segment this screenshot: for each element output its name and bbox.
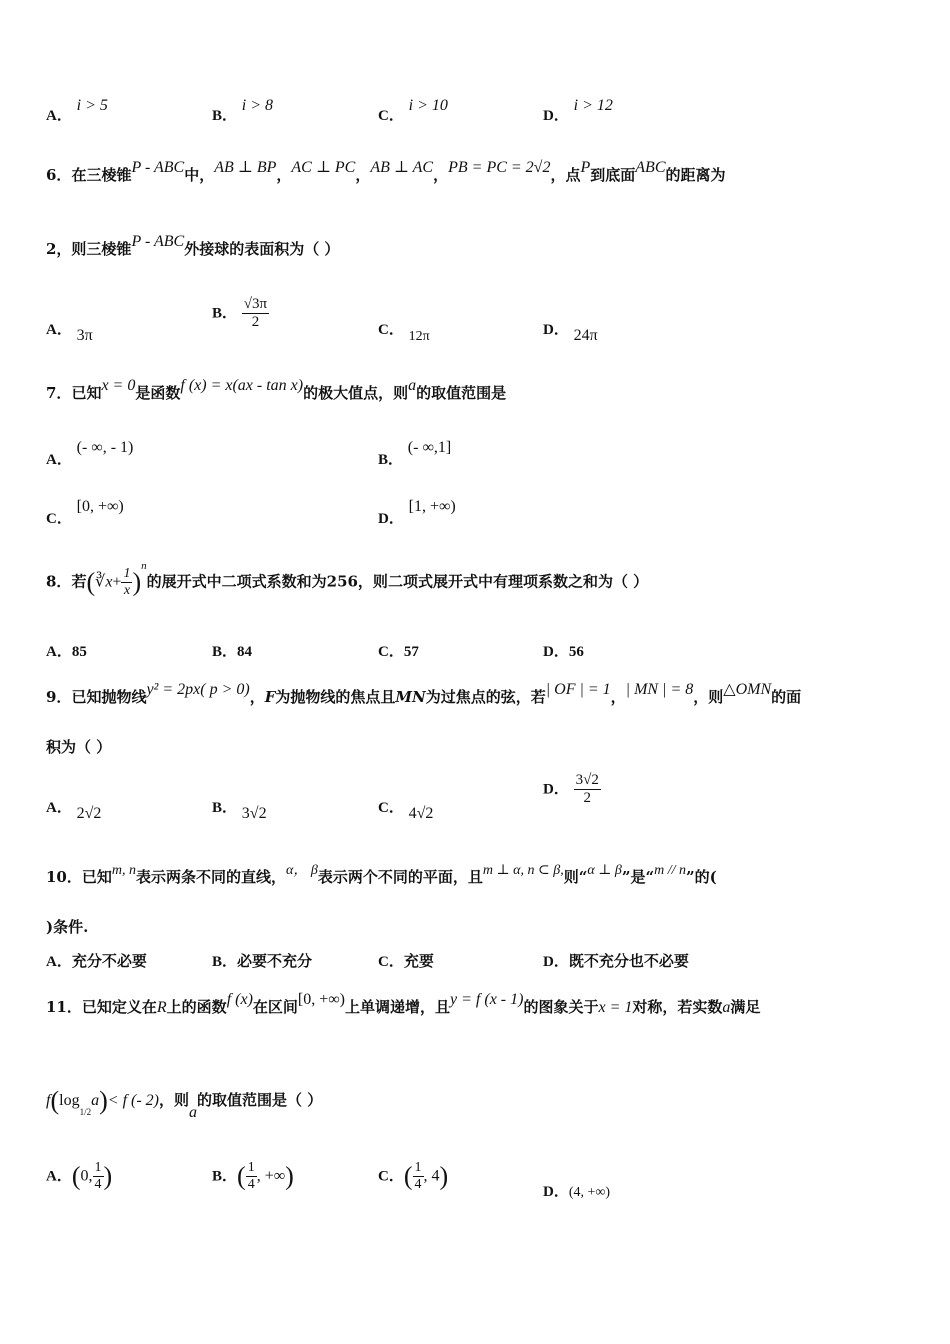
q5-option-d: D． i > 12 <box>543 97 613 124</box>
question-11-line-2: $f(\log_{1/2}a)< f$ (- 2)，则a的取值范围是（ ） <box>46 1086 323 1121</box>
q6-option-a: A． 3π <box>46 322 93 344</box>
q9-option-d: D． $\frac{3√2}{2}$ <box>543 772 599 806</box>
q11-option-c: C．( $\frac{1}{4}$ , 4) <box>378 1160 449 1192</box>
question-9-line-1: 9．已知抛物线y² = 2px( p > 0)，F为抛物线的焦点且MN为过焦点的弦，若| OF | = 1，| MN | = 8，则△OMN的面 <box>46 681 802 706</box>
q9-option-a: A． 2√2 <box>46 800 102 822</box>
q7-option-a: A． (- ∞, - 1) <box>46 439 134 468</box>
q7-option-c: C． [0, +∞) <box>46 498 124 527</box>
q8-option-a: A．85 <box>46 644 87 660</box>
question-11-line-1: 11．已知定义在R上的函数f (x)在区间[0, +∞)上单调递增，且y = f (x - 1)的图象关于x = 1对称，若实数a满足 <box>46 991 761 1016</box>
fraction: $\frac{1}{4}$ <box>247 1160 255 1192</box>
q8-option-d: D．56 <box>543 644 584 660</box>
q11-option-a: A．(0, $\frac{1}{4}$ ) <box>46 1160 113 1192</box>
q10-option-b: B．必要不充分 <box>212 952 313 970</box>
q6-option-d: D． 24π <box>543 322 598 344</box>
q6-option-b: B． $\frac{√3\pi}{2}$ <box>212 296 268 330</box>
fraction: $\frac{√3\pi}{2}$ <box>243 296 268 330</box>
question-10-line-1: 10．已知m, n表示两条不同的直线，α， β表示两个不同的平面，且m ⊥ α, n ⊂ β,则“α ⊥ β”是“m // n”的( <box>46 863 717 886</box>
q10-option-c: C．充要 <box>378 952 434 970</box>
fraction: $\frac{1}{x}$ <box>123 566 131 598</box>
q5-option-b: B． i > 8 <box>212 97 274 124</box>
q10-option-a: A．充分不必要 <box>46 952 147 970</box>
q10-option-d: D．既不充分也不必要 <box>543 952 689 970</box>
q5-option-a: A． i > 5 <box>46 97 108 124</box>
question-7-line-1: 7．已知x = 0是函数f (x) = x(ax - tan x)的极大值点，则a的取值范围是 <box>46 377 507 402</box>
q9-option-c: C． 4√2 <box>378 800 434 822</box>
q11-option-b: B．( $\frac{1}{4}$ , +∞) <box>212 1160 294 1192</box>
q9-option-b: B． 3√2 <box>212 800 267 822</box>
question-6-line-2: 2，则三棱锥P - ABC外接球的表面积为（ ） <box>46 233 340 258</box>
question-8-line-1: 8．若(∛x+ $\frac{1}{x}$ )$^n$的展开式中二项式系数和为256，则二项式展开式中有理项系数之和为（ ） <box>46 559 649 598</box>
fraction: $\frac{1}{4}$ <box>94 1160 102 1192</box>
q7-option-d: D． [1, +∞) <box>378 498 456 527</box>
question-10-line-2: )条件. <box>46 918 89 936</box>
question-6-line-1: 6．在三棱锥P - ABC中，AB ⊥ BP，AC ⊥ PC，AB ⊥ AC，PB = PC = 2√2，点P到底面ABC的距离为 <box>46 159 726 184</box>
q6-option-c: C． 12π <box>378 322 430 344</box>
q5-option-c: C． i > 10 <box>378 97 448 124</box>
fraction: $\frac{1}{4}$ <box>414 1160 422 1192</box>
question-9-line-2: 积为（ ） <box>46 738 112 756</box>
q7-option-b: B． (- ∞,1] <box>378 439 452 468</box>
fraction: $\frac{3√2}{2}$ <box>575 772 599 806</box>
q8-option-c: C．57 <box>378 644 419 660</box>
q11-option-d: D．(4, +∞) <box>543 1184 611 1200</box>
q8-option-b: B．84 <box>212 644 253 660</box>
